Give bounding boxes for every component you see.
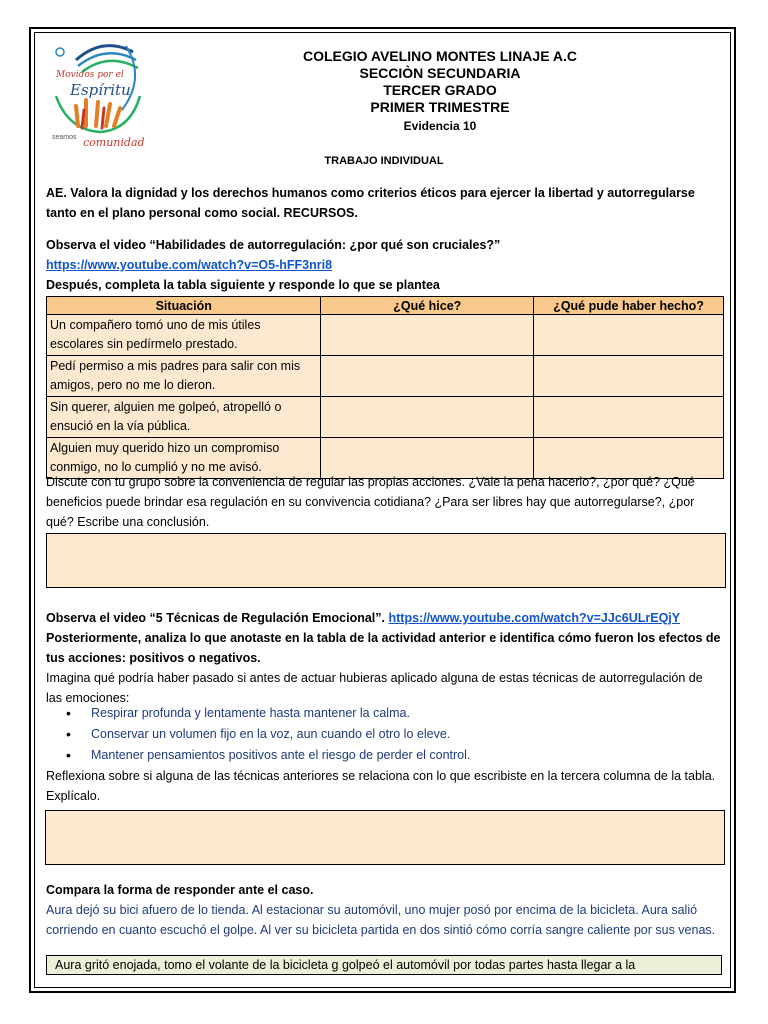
- evidence-label: Evidencia 10: [403, 119, 477, 133]
- compare-block: [46, 880, 722, 940]
- video2-prompt: Observa el video “5 Técnicas de Regulación Emocional”.: [46, 611, 386, 625]
- answer-cell-what-i-did[interactable]: [321, 356, 534, 397]
- situation-cell: Sin querer, alguien me golpeó, atropelló o ensució en la vía pública.: [47, 397, 321, 438]
- conclusion-answer-box[interactable]: [46, 533, 726, 588]
- list-item: • Conservar un volumen fijo en la voz, aun cuando el otro lo eleve.: [46, 724, 706, 745]
- logo-text-4: comunidad: [83, 136, 145, 149]
- column-header-what-i-did: ¿Qué hice?: [321, 297, 534, 315]
- answer-cell-could-have-done[interactable]: [534, 356, 724, 397]
- learning-objective: AE. Valora la dignidad y los derechos humanos como criterios éticos para ejercer la libertad y autorregularse tanto en el plano personal como social. RECURSOS.: [46, 186, 695, 220]
- techniques-list: [46, 703, 706, 766]
- video1-link[interactable]: https://www.youtube.com/watch?v=O5-hFF3nri8: [46, 258, 333, 272]
- table-row: [47, 315, 724, 356]
- situation-cell: Un compañero tomó uno de mis útiles escolares sin pedírmelo prestado.: [47, 315, 321, 356]
- school-logo: [48, 38, 148, 153]
- term-name: PRIMER TRIMESTRE: [370, 99, 510, 115]
- answer-cell-what-i-did[interactable]: [321, 397, 534, 438]
- grade-name: TERCER GRADO: [383, 82, 497, 98]
- logo-text-1: Movidos por el: [56, 70, 124, 80]
- analyze-instruction: Posteriormente, analiza lo que anotaste en la tabla de la actividad anterior e identifica cómo fueron los efectos de tus acciones: positivos o negativos.: [46, 631, 721, 665]
- activity-table: [46, 296, 724, 479]
- reflect-instruction: Reflexiona sobre si alguna de las técnicas anteriores se relaciona con lo que escribiste en la tercera columna de la tabla. Explícalo.: [46, 769, 716, 803]
- imagine-instruction: Imagina qué podría haber pasado si antes de actuar hubieras aplicado alguna de estas técnicas de autorregulación de las emociones:: [46, 671, 703, 705]
- case-response-box: Aura gritó enojada, tomo el volante de la bicicleta g golpeó el automóvil por todas partes hasta llegar a la: [46, 955, 722, 975]
- video2-link[interactable]: https://www.youtube.com/watch?v=JJc6ULrEQjY: [388, 611, 681, 625]
- table-row: [47, 356, 724, 397]
- answer-cell-could-have-done[interactable]: [534, 397, 724, 438]
- situation-cell: Alguien muy querido hizo un compromiso conmigo, no lo cumplió y no me avisó.: [47, 438, 321, 479]
- assignment-type: TRABAJO INDIVIDUAL: [324, 155, 444, 167]
- list-item: • Respirar profunda y lentamente hasta mantener la calma.: [46, 703, 706, 724]
- logo-text-2: Espíritu: [70, 81, 131, 99]
- reflection-answer-box[interactable]: [45, 810, 725, 865]
- table-header-row: [47, 297, 724, 315]
- list-item: • Mantener pensamientos positivos ante el riesgo de perder el control.: [46, 745, 706, 766]
- column-header-situation: Situación: [47, 297, 321, 315]
- compare-story: Aura dejó su bici afuero de lo tienda. Al estacionar su automóvil, uno mujer posó por encima de la bicicleta. Aura salió corriendo en cuanto escuchó el golpe. Al ver su bicicleta partida en dos sintió cómo corría sangre caliente por sus venas.: [46, 903, 716, 937]
- column-header-what-i-could-have-done: ¿Qué pude haber hecho?: [534, 297, 724, 315]
- compare-title: Compara la forma de responder ante el caso.: [46, 883, 314, 897]
- answer-cell-what-i-did[interactable]: [321, 315, 534, 356]
- table-row: [47, 397, 724, 438]
- logo-text-3: seamos: [52, 134, 77, 141]
- section-name: SECCIÒN SECUNDARIA: [359, 65, 521, 81]
- situation-cell: Pedí permiso a mis padres para salir con mis amigos, pero no me lo dieron.: [47, 356, 321, 397]
- video1-prompt: Observa el video “Habilidades de autorregulación: ¿por qué son cruciales?”: [46, 238, 501, 252]
- document-header: [200, 48, 680, 136]
- school-name: COLEGIO AVELINO MONTES LINAJE A.C: [302, 48, 578, 64]
- discussion-prompt: Discute con tu grupo sobre la conveniencia de regular las propias acciones. ¿Vale la pena hacerlo?, ¿por qué? ¿Qué beneficios puede brindar esa regulación en su convivencia cotidiana? ¿Para ser libres hay que autorregularse?, ¿por qué? Escribe una conclusión.: [46, 475, 695, 529]
- video1-block: [46, 235, 722, 295]
- video2-block: [46, 608, 722, 708]
- table-intro: Después, completa la tabla siguiente y responde lo que se plantea: [46, 278, 440, 292]
- answer-cell-could-have-done[interactable]: [534, 315, 724, 356]
